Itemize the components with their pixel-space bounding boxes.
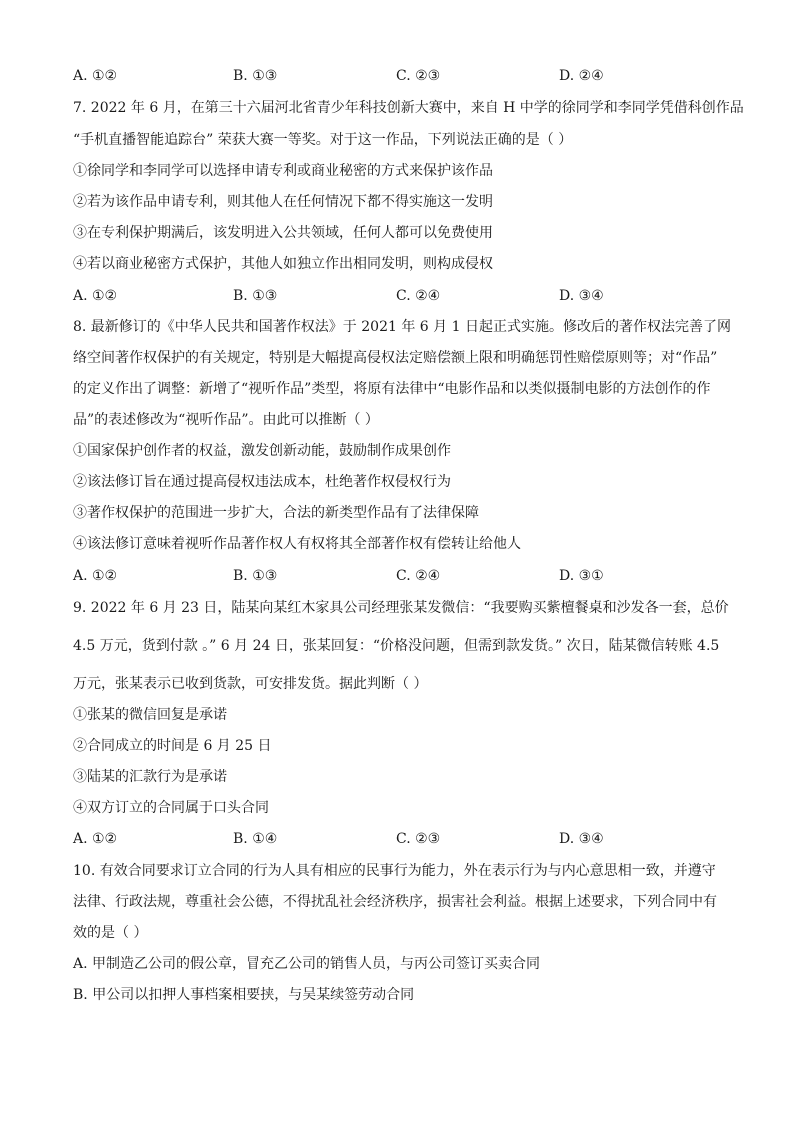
option-b: B. ①④ xyxy=(233,831,278,847)
option-c: C. ②③ xyxy=(396,68,441,84)
q8-stem-line: 络空间著作权保护的有关规定，特别是大幅提高侵权法定赔偿额上限和明确惩罚性赔偿原则等；对“作品” xyxy=(73,350,718,366)
option-a: A. ①② xyxy=(73,288,118,304)
q10-stem-line: 10. 有效合同要求订立合同的行为人具有相应的民事行为能力，外在表示行为与内心意思相一致，并遵守 xyxy=(73,863,716,879)
q8-item: ③著作权保护的范围进一步扩大，合法的新类型作品有了法律保障 xyxy=(73,505,479,521)
q8-item: ①国家保护创作者的权益，激发创新动能，鼓励制作成果创作 xyxy=(73,443,451,459)
q10-choice: A. 甲制造乙公司的假公章，冒充乙公司的销售人员，与丙公司签订买卖合同 xyxy=(73,956,541,972)
q9-stem-line: 9. 2022 年 6 月 23 日，陆某向某红木家具公司经理张某发微信：“我要购买紫檀餐桌和沙发各一套，总价 xyxy=(73,600,729,616)
option-b: B. ①③ xyxy=(233,568,278,584)
q9-item: ②合同成立的时间是 6 月 25 日 xyxy=(73,738,272,754)
q8-item: ④该法修订意味着视听作品著作权人有权将其全部著作权有偿转让给他人 xyxy=(73,536,521,552)
q7-item: ①徐同学和李同学可以选择申请专利或商业秘密的方式来保护该作品 xyxy=(73,163,493,179)
option-a: A. ①② xyxy=(73,831,118,847)
q8-stem-line: 8. 最新修订的《中华人民共和国著作权法》于 2021 年 6 月 1 日起正式实施。修改后的著作权法完善了网 xyxy=(73,319,731,335)
q9-item: ③陆某的汇款行为是承诺 xyxy=(73,769,227,785)
q8-stem-line: 的定义作出了调整：新增了“视听作品”类型，将原有法律中“电影作品和以类似摄制电影的方法创作的作 xyxy=(73,381,711,397)
q8-item: ②该法修订旨在通过提高侵权违法成本，杜绝著作权侵权行为 xyxy=(73,474,451,490)
option-d: D. ③① xyxy=(559,568,604,584)
option-d: D. ③④ xyxy=(559,831,604,847)
q9-stem-line: 4.5 万元，货到付款 。” 6 月 24 日，张某回复：“价格没问题，但需到款发货。” 次日，陆某微信转账 4.5 xyxy=(73,638,720,654)
q10-stem-line: 效的是（ ） xyxy=(73,925,148,941)
q9-item: ④双方订立的合同属于口头合同 xyxy=(73,800,269,816)
q10-choice: B. 甲公司以扣押人事档案相要挟，与吴某续签劳动合同 xyxy=(73,987,415,1003)
q9-item: ①张某的微信回复是承诺 xyxy=(73,707,227,723)
q7-stem-line: “手机直播智能追踪台” 荣获大赛一等奖。对于这一作品，下列说法正确的是（ ） xyxy=(73,132,573,148)
option-a: A. ①② xyxy=(73,68,118,84)
q7-stem-line: 7. 2022 年 6 月，在第三十六届河北省青少年科技创新大赛中，来自 H 中学的徐同学和李同学凭借科创作品 xyxy=(73,100,744,116)
option-c: C. ②④ xyxy=(396,288,441,304)
option-a: A. ①② xyxy=(73,568,118,584)
option-b: B. ①③ xyxy=(233,68,278,84)
option-c: C. ②③ xyxy=(396,831,441,847)
option-c: C. ②④ xyxy=(396,568,441,584)
q10-stem-line: 法律、行政法规，尊重社会公德，不得扰乱社会经济秩序，损害社会利益。根据上述要求，下列合同中有 xyxy=(73,894,717,910)
option-b: B. ①③ xyxy=(233,288,278,304)
q8-stem-line: 品”的表述修改为“视听作品”。由此可以推断（ ） xyxy=(73,412,379,428)
option-d: D. ③④ xyxy=(559,288,604,304)
pre-options xyxy=(73,66,723,87)
q7-options xyxy=(73,286,723,307)
q8-options xyxy=(73,566,723,587)
q7-item: ④若以商业秘密方式保护，其他人如独立作出相同发明，则构成侵权 xyxy=(73,256,493,272)
q9-stem-line: 万元，张某表示已收到货款，可安排发货。据此判断（ ） xyxy=(73,676,428,692)
q7-item: ②若为该作品申请专利，则其他人在任何情况下都不得实施这一发明 xyxy=(73,194,493,210)
q7-item: ③在专利保护期满后，该发明进入公共领域，任何人都可以免费使用 xyxy=(73,225,493,241)
q9-options xyxy=(73,829,723,850)
option-d: D. ②④ xyxy=(559,68,604,84)
